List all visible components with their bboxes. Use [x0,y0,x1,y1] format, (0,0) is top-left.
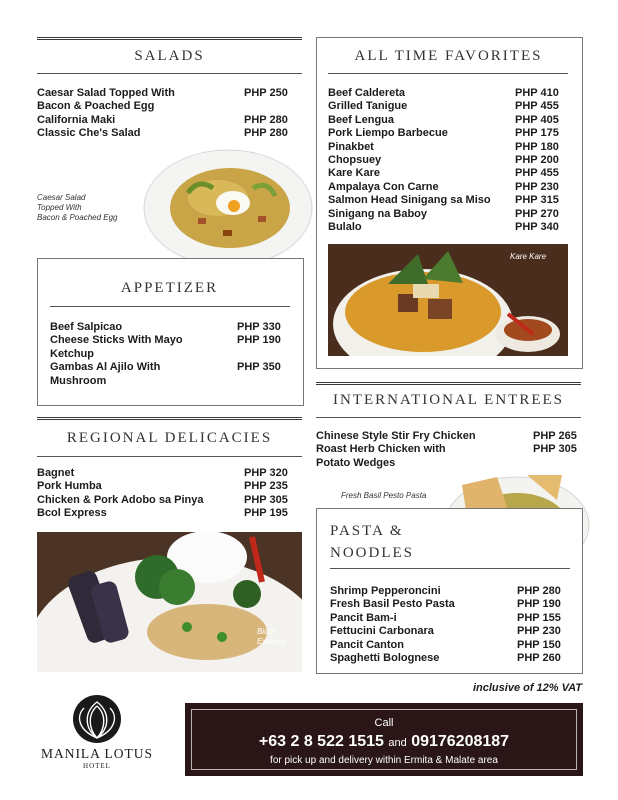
salad-caption-line2: Topped With [37,203,82,212]
pasta-title-line2: NOODLES [330,545,414,561]
menu-item [328,114,573,127]
menu-item-price: PHP 155 [517,611,561,624]
menu-item-price: PHP 190 [237,334,281,347]
menu-item-name: Salmon Head Sinigang sa Miso [328,194,491,207]
pasta-list [330,585,575,665]
menu-item-price: PHP 405 [515,113,559,126]
pasta-title-line1: PASTA & [330,523,404,539]
menu-item-name: Gambas Al Ajilo With [50,361,161,374]
menu-item-name: Pork Humba [37,480,102,493]
menu-item-name: Caesar Salad Topped With [37,87,175,99]
menu-item-name: Pork Liempo Barbecue [328,127,448,140]
pasta-title-rule [330,568,570,569]
menu-item-name: Potato Wedges [316,456,396,469]
hotel-name: MANILA LOTUS [40,746,154,761]
international-title-rule [316,417,581,418]
menu-item [316,430,591,443]
regional-list [37,467,302,521]
menu-item-price: PHP 150 [517,638,561,651]
menu-item-name: Classic Che's Salad [37,127,141,140]
menu-item-price: PHP 270 [515,207,559,220]
menu-item-price: PHP 200 [515,154,559,167]
menu-item [330,652,575,665]
menu-item [328,194,573,207]
menu-item-price [244,100,302,113]
menu-item [37,494,302,507]
menu-item [328,141,573,154]
contact-banner [185,703,583,776]
bicol-caption [257,627,286,647]
menu-item [50,334,295,347]
menu-item [316,443,591,456]
appetizer-list [50,321,295,388]
salad-caption-line3: Bacon & Poached Egg [37,213,118,222]
menu-item-name: Chinese Style Stir Fry Chicken [316,430,476,442]
menu-item [50,361,295,374]
menu-item-name: Bacon & Poached Egg [37,100,155,113]
phone-number-2[interactable]: 09176208187 [411,733,510,750]
bicol-express-photo [37,532,302,672]
menu-item-price: PHP 280 [244,127,288,140]
menu-item-price: PHP 195 [244,507,288,520]
menu-item-price [237,375,295,388]
menu-item [37,467,302,480]
menu-item-name: Mushroom [50,374,107,387]
menu-item [330,612,575,625]
menu-item [37,480,302,493]
menu-item [50,348,295,361]
menu-item-name: Beef Salpicao [50,321,123,333]
appetizer-title: APPETIZER [120,280,219,296]
favorites-title: ALL TIME FAVORITES [354,48,543,64]
menu-item-name: Fettucini Carbonara [330,625,434,638]
regional-top-rule [37,417,302,420]
menu-item-price: PHP 235 [244,480,288,493]
menu-item-price: PHP 260 [517,652,561,665]
hotel-logo [37,694,157,784]
salads-top-rule [37,37,302,40]
menu-item-price: PHP 340 [515,221,559,234]
kare-kare-photo [328,244,568,356]
menu-item [50,321,295,334]
menu-item-price: PHP 320 [244,467,288,479]
menu-item-price: PHP 315 [515,194,559,207]
phone-line [185,733,583,751]
menu-item [328,221,573,234]
salads-title-rule [37,73,302,74]
lotus-icon [70,694,124,744]
delivery-note: for pick up and delivery within Ermita & Malate area [270,755,498,766]
salads-title: SALADS [134,48,205,64]
menu-item-name: Grilled Tanigue [328,100,408,113]
menu-item-price: PHP 190 [517,598,561,611]
menu-item-name: Shrimp Pepperoncini [330,585,441,597]
menu-item-name: Beef Lengua [328,113,395,126]
menu-item [330,585,575,598]
menu-item-price: PHP 230 [517,625,561,638]
menu-item [37,507,302,520]
menu-item-name: Bcol Express [37,507,107,520]
phone-number-1[interactable]: +63 2 8 522 1515 [258,733,384,750]
bicol-caption-line2: Express [257,637,286,646]
menu-item-name: Ampalaya Con Carne [328,180,439,193]
menu-item-price: PHP 175 [515,127,559,140]
menu-item-price: PHP 250 [244,87,288,99]
menu-item [330,639,575,652]
menu-item-name: Bagnet [37,467,75,479]
favorites-title-rule [328,73,568,74]
menu-item [328,167,573,180]
menu-item-price: PHP 180 [515,140,559,153]
menu-item-name: Chopsuey [328,154,382,167]
menu-item-name: Pancit Canton [330,638,404,651]
hotel-sub: HOTEL [83,762,111,770]
menu-item [37,87,302,100]
menu-item-price: PHP 280 [517,585,561,597]
menu-item-price: PHP 330 [237,321,281,333]
menu-item-price: PHP 455 [515,100,559,113]
menu-item-price: PHP 455 [515,167,559,180]
regional-title: REGIONAL DELICACIES [66,430,273,446]
caesar-salad-photo [138,138,318,273]
menu-item [50,375,295,388]
menu-item-name: Sinigang na Baboy [328,207,428,220]
international-title: INTERNATIONAL ENTREES [332,392,564,408]
salad-caption [37,193,147,223]
menu-item-price: PHP 230 [515,180,559,193]
menu-item-name: Ketchup [50,347,94,360]
menu-item-name: Pancit Bam-i [330,611,397,624]
regional-title-rule [37,456,302,457]
menu-item-price: PHP 305 [244,493,288,506]
menu-item [328,87,573,100]
menu-item-price: PHP 350 [237,361,281,374]
pasta-title [330,520,414,564]
menu-item-name: Kare Kare [328,167,380,180]
menu-item-name: Chicken & Pork Adobo sa Pinya [37,493,204,506]
menu-item [37,114,302,127]
menu-item-name: Bulalo [328,221,362,234]
menu-item-price: PHP 265 [533,430,577,442]
menu-item-price [237,348,295,361]
menu-item [37,100,302,113]
menu-item-name: California Maki [37,113,116,126]
menu-item [328,208,573,221]
kare-kare-caption: Kare Kare [510,252,547,261]
favorites-list [328,87,573,234]
menu-item-name: Fresh Basil Pesto Pasta [330,598,455,611]
menu-item-price: PHP 410 [515,87,559,99]
menu-item [328,181,573,194]
salad-caption-line1: Caesar Salad [37,193,86,202]
appetizer-title-rule [50,306,290,307]
pesto-pasta-caption: Fresh Basil Pesto Pasta [341,491,427,500]
menu-item [330,625,575,638]
salads-list [37,87,302,141]
menu-item [328,154,573,167]
menu-item-name: Spaghetti Bolognese [330,652,440,665]
vat-note: inclusive of 12% VAT [472,682,582,694]
menu-item-name: Beef Caldereta [328,87,406,99]
menu-item-price: PHP 280 [244,113,288,126]
menu-item-price: PHP 305 [533,443,577,456]
international-top-rule [316,382,581,385]
menu-item-name: Roast Herb Chicken with [316,443,446,456]
menu-item-name: Cheese Sticks With Mayo [50,334,183,347]
bicol-caption-line1: Bicol [257,627,275,636]
phone-and: and [388,737,407,749]
menu-item [328,127,573,140]
call-label: Call [374,717,394,729]
menu-item [328,100,573,113]
menu-item-name: Pinakbet [328,140,374,153]
menu-item [330,598,575,611]
